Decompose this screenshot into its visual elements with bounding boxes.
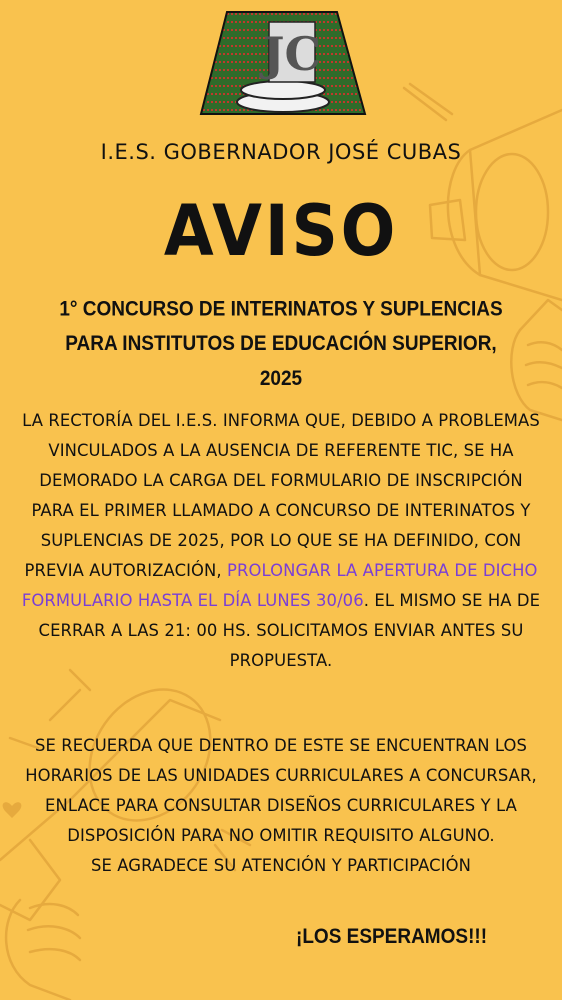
deadline-highlight: PROLONGAR LA APERTURA DE DICHO FORMULARIO HASTA EL DÍA LUNES 30/06 xyxy=(21,561,538,610)
reminder-text: SE RECUERDA QUE DENTRO DE ESTE SE ENCUENTRAN LOS HORARIOS DE LAS UNIDADES CURRICULARES A CONCURSAR, ENLACE PARA CONSULTAR DISEÑOS CURRICULARES Y LA DISPOSICIÓN PARA NO OMITIR REQUISITO ALGUNO. xyxy=(25,736,537,845)
notice-heading: AVISO xyxy=(163,190,399,272)
closing-text: ¡LOS ESPERAMOS!!! xyxy=(296,925,488,949)
reminder-paragraph xyxy=(18,731,544,881)
hand-icon xyxy=(6,900,80,1000)
contest-title xyxy=(40,292,522,396)
announcement-paragraph xyxy=(18,406,544,676)
contest-title-line-3: 2025 xyxy=(259,367,303,391)
school-logo xyxy=(199,10,367,118)
announcement-intro: LA RECTORÍA DEL I.E.S. INFORMA QUE, DEBIDO A PROBLEMAS VINCULADOS A LA AUSENCIA DE REFERENTE TIC, SE HA DEMORADO LA CARGA DEL FORMULARIO DE INSCRIPCIÓN PARA EL PRIMER LLAMADO A CONCURSO DE INTERINATOS Y SUPLENCIAS DE 2025, POR LO QUE SE HA DEFINIDO, CON PREVIA AUTORIZACIÓN, xyxy=(22,411,540,580)
contest-title-line-1: 1° CONCURSO DE INTERINATOS Y SUPLENCIAS xyxy=(59,297,503,322)
announcement-outro: . EL MISMO SE HA DE CERRAR A LAS 21: 00 HS. SOLICITAMOS ENVIAR ANTES SU PROPUESTA. xyxy=(38,591,541,670)
school-name: I.E.S. GOBERNADOR JOSÉ CUBAS xyxy=(100,140,462,164)
thanks-text: SE AGRADECE SU ATENCIÓN Y PARTICIPACIÓN xyxy=(90,856,472,875)
svg-text:JC: JC xyxy=(262,27,322,81)
contest-title-line-2: PARA INSTITUTOS DE EDUCACIÓN SUPERIOR, xyxy=(65,332,497,356)
